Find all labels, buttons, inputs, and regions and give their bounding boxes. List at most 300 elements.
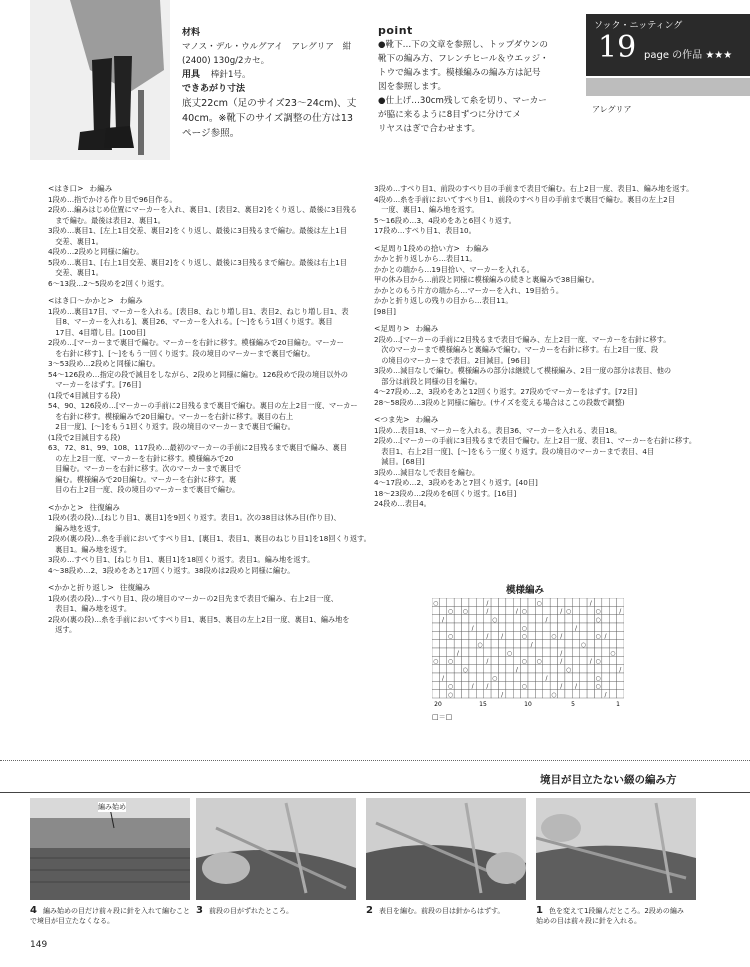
chart-cell (454, 656, 461, 664)
chart-cell (432, 665, 439, 673)
chart-cell (617, 615, 624, 623)
chart-cell (484, 640, 491, 648)
chart-cell (506, 690, 513, 698)
chart-column-label: 20 (434, 701, 442, 708)
chart-cell (594, 598, 601, 606)
chart-cell (565, 681, 572, 689)
chart-cell (454, 606, 461, 614)
chart-cell (535, 681, 542, 689)
chart-symbol: ○ (595, 683, 601, 691)
chart-cell (484, 673, 491, 681)
chart-cell (469, 656, 476, 664)
section (374, 324, 704, 408)
chart-cell (602, 606, 609, 614)
chart-cell (609, 631, 616, 639)
section-body: 1段め(表の段)…[ねじり目1、裏目1]を9回くり返す。表目1。次の38目は休み目(作り目)、 編み地を返す。 2段め(裏の段)…糸を手前においてすべり目1、[裏目1、表目1、裏目のねじり目1]を18回くり返す。 裏目1。編み地を返す。 3段め…すべり目1、[ねじり目1、裏目1]を18回くり返す。表目1。編み地を返す。 4～38段め…2、3段めをあと17回くり返す。38段めは2段めと同様に編む。 (48, 513, 371, 575)
section-heading: <はき口> (48, 184, 84, 193)
chart-cell (528, 606, 535, 614)
chart-cell (521, 648, 528, 656)
chart-cell (513, 640, 520, 648)
chart-cell (469, 665, 476, 673)
section-sub: わ編み (119, 296, 143, 305)
chart-cell (484, 623, 491, 631)
chart-cell (528, 673, 535, 681)
chart-cell (617, 648, 624, 656)
chart-cell (476, 606, 483, 614)
chart-cell (454, 631, 461, 639)
chart-cell (543, 665, 550, 673)
chart-cell (558, 640, 565, 648)
instructions-right (374, 184, 704, 510)
chart-symbol: / (486, 633, 489, 641)
chart-cell (439, 598, 446, 606)
chart-cell (513, 673, 520, 681)
chart-cell (580, 606, 587, 614)
chart-cell (528, 598, 535, 606)
chart-cell (572, 640, 579, 648)
chart-cell (513, 656, 520, 664)
chart-symbol: ○ (521, 683, 527, 691)
section-body: 1段め…表目18、マーカーを入れる。表目36、マーカーを入れる、表目18。 2段め…[マーカーの手前に3目残るまで表目で編む。左上2目一度、表目1、マーカーを右針に移す。 表目1、右上2目一度]、[～]をもう一度くり返す。段の境目のマーカーまで表目、4目 減目。[68目] 3段め…減目なしで表目を編む。 4～17段め…2、3段めをあと7回くり返す。[40目] 18～23段め…2段めを6回くり返す。[16目] 24段め…表目4。 (374, 425, 697, 508)
chart-symbol: ○ (447, 683, 454, 691)
chart-cell (609, 606, 616, 614)
materials-title: 材料 (182, 28, 201, 38)
chart-cell (543, 656, 550, 664)
chart-cell (528, 665, 535, 673)
chart-cell (491, 606, 498, 614)
chart-cell (580, 598, 587, 606)
chart-cell (491, 623, 498, 631)
chart-cell (594, 665, 601, 673)
step-caption (196, 906, 356, 916)
chart-cell (558, 673, 565, 681)
section-divider (0, 760, 750, 761)
chart-cell (550, 673, 557, 681)
chart-cell (565, 648, 572, 656)
section-sub: わ編み (415, 415, 439, 424)
chart-cell (476, 673, 483, 681)
chart-cell (602, 656, 609, 664)
chart-cell (454, 673, 461, 681)
knitting-needles-image (196, 798, 356, 900)
chart-symbol: ○ (610, 649, 616, 657)
chart-cell (535, 606, 542, 614)
chart-cell (594, 690, 601, 698)
stitch-chart (432, 598, 624, 708)
chart-symbol: ○ (447, 691, 454, 699)
step-caption (30, 906, 190, 926)
chart-cell (617, 673, 624, 681)
section (48, 296, 378, 496)
chart-cell (543, 690, 550, 698)
chart-cell (528, 631, 535, 639)
chart-column-label: 5 (571, 701, 575, 708)
chart-cell (558, 690, 565, 698)
chart-cell (498, 656, 505, 664)
chart-cell (535, 623, 542, 631)
chart-cell (580, 681, 587, 689)
chart-symbol: / (545, 616, 548, 624)
step-number: 3 (196, 905, 203, 916)
chart-cell (565, 623, 572, 631)
step-caption (536, 906, 696, 926)
chart-symbol: / (501, 691, 504, 699)
chart-cell (535, 665, 542, 673)
chart-cell (432, 631, 439, 639)
chart-cell (462, 623, 469, 631)
chart-symbol: ○ (565, 608, 572, 616)
chart-cell (535, 615, 542, 623)
chart-title: 模様編み (506, 585, 545, 596)
chart-cell (513, 598, 520, 606)
chart-cell (513, 623, 520, 631)
chart-cell (550, 598, 557, 606)
chart-symbol: / (515, 666, 518, 674)
chart-cell (558, 623, 565, 631)
chart-symbol: / (486, 683, 489, 691)
chart-cell (462, 656, 469, 664)
chart-symbol: ○ (492, 674, 498, 682)
section-heading: <はき口～かかと> (48, 296, 114, 305)
chart-cell (543, 606, 550, 614)
chart-symbol: ○ (521, 624, 527, 632)
chart-cell (506, 631, 513, 639)
knitted-fabric-image (30, 798, 190, 900)
chart-cell (550, 615, 557, 623)
chart-symbol: ○ (595, 674, 601, 682)
chart-symbol: / (589, 599, 592, 607)
chart-cell (580, 656, 587, 664)
section (374, 184, 704, 237)
chart-cell (506, 623, 513, 631)
chart-cell (462, 648, 469, 656)
chart-cell (550, 665, 557, 673)
chart-cell (491, 648, 498, 656)
chart-cell (432, 606, 439, 614)
chart-cell (528, 615, 535, 623)
howto-rule (0, 792, 750, 793)
size-title: できあがり寸法 (182, 84, 246, 94)
knitting-needles-image (366, 798, 526, 900)
chart-symbol: / (574, 683, 578, 691)
chart-symbol: ○ (477, 641, 483, 649)
chart-cell (439, 656, 446, 664)
chart-symbol: / (604, 691, 607, 699)
chart-cell (462, 640, 469, 648)
chart-cell (462, 598, 469, 606)
chart-cell (513, 615, 520, 623)
chart-legend: □＝□ (432, 713, 453, 721)
section-sub: わ編み (89, 184, 113, 193)
chart-cell (513, 631, 520, 639)
chart-cell (535, 673, 542, 681)
chart-cell (521, 673, 528, 681)
sock-photo (30, 0, 170, 160)
chart-cell (550, 640, 557, 648)
chart-cell (513, 681, 520, 689)
chart-symbol: ○ (447, 633, 454, 641)
chart-cell (617, 681, 624, 689)
chart-cell (572, 615, 579, 623)
chart-cell (506, 681, 513, 689)
chart-cell (506, 615, 513, 623)
chart-cell (587, 690, 594, 698)
chart-cell (513, 690, 520, 698)
materials-text: マノス・デル・ウルグアイ アレグリア 紺 (2400) 130g/2カセ。 (182, 42, 352, 66)
chart-cell (572, 631, 579, 639)
section-body: 1段め…裏目17目、マーカーを入れる。[表目8、ねじり増し目1、表目2、ねじり増し目1、表 目8、マーカーを入れる]、裏目26、マーカーを入れる。[～]をもう1回くり返す。裏目 17目、4目増し目。[100目] 2段め…[マーカーまで裏目で編む。マーカーを右針に移す。模様編みで20目編む。マーカー を右針に移す]、[～]をもう一回くり返す。段の境目のマーカーまで裏目で編む。 3～53段め…2段めと同様に編む。 54～126段め…指定の段で減目をしながら、2段めと同様に編む。126段めで段の境目以外の マーカーをはずす。[76目] (1段で4目減目する段) 54、90、126段め…[マーカーの手前に2目残るまで裏目で編む。裏目の左上2目一度、マーカー を右針に移す。模様編みで20目編む。マーカーを右針に移す。裏目の右上 2目一度]、[～]をもう1回くり返す。段の境目のマーカーまで裏目で編む。 (1段で2目減目する段) 63、72、81、99、108、117段め…最初のマーカーの手前に2目残るまで裏目で編み、裏目 の左上2目一度、マーカーを右針に移す。模様編みで20 目編む。マーカーを右針に移す。次のマーカーまで裏目で 編む。模様編みで20目編む。マーカーを右針に移す。裏 目の右上2目一度、段の境目のマーカーまで裏目で編む。 (48, 306, 358, 494)
section-heading: <足周り1段めの拾い方> (374, 243, 460, 253)
chart-cell (491, 681, 498, 689)
chart-cell (609, 623, 616, 631)
chart-cell (439, 690, 446, 698)
chart-cell (447, 598, 454, 606)
chart-symbol: / (501, 633, 504, 641)
chart-cell (580, 615, 587, 623)
chart-symbol: / (530, 641, 533, 649)
step-photo-3 (196, 798, 356, 900)
chart-cell (447, 623, 454, 631)
chart-cell (528, 656, 535, 664)
chart-cell (609, 673, 616, 681)
chart-cell (617, 598, 624, 606)
section-sub: わ編み (415, 324, 439, 333)
chart-cell (462, 615, 469, 623)
chart-cell (594, 623, 601, 631)
chart-symbol: ○ (551, 633, 557, 641)
chart-cell (521, 598, 528, 606)
chart-cell (535, 640, 542, 648)
section (48, 583, 378, 636)
howto-title: 境目が目立たない綴の編み方 (540, 774, 677, 786)
chart-symbol: ○ (433, 599, 439, 607)
chart-cell (572, 606, 579, 614)
chart-cell (498, 606, 505, 614)
chart-cell (521, 615, 528, 623)
chart-cell (432, 615, 439, 623)
section-heading: <かかと> (48, 502, 84, 512)
chart-symbol: ○ (595, 616, 601, 624)
chart-cell (609, 665, 616, 673)
chart-cell (543, 623, 550, 631)
chart-cell (469, 648, 476, 656)
chart-cell (543, 681, 550, 689)
knitting-needles-image (536, 798, 696, 900)
chart-symbol: ○ (536, 658, 542, 666)
chart-symbol: / (619, 666, 622, 674)
chart-column-label: 15 (479, 701, 487, 708)
chart-cell (602, 598, 609, 606)
chart-symbol: ○ (462, 608, 468, 616)
chart-cell (565, 673, 572, 681)
chart-cell (572, 690, 579, 698)
chart-cell (491, 656, 498, 664)
chart-cell (543, 598, 550, 606)
chart-column-label: 10 (524, 701, 532, 708)
chart-cell (617, 690, 624, 698)
chart-cell (587, 631, 594, 639)
chart-cell (587, 640, 594, 648)
chart-symbol: / (560, 649, 563, 657)
tag-page-text: page の作品 ★★★ (644, 50, 733, 61)
chart-cell (476, 656, 483, 664)
chart-cell (506, 606, 513, 614)
chart-cell (439, 606, 446, 614)
chart-cell (528, 623, 535, 631)
chart-cell (484, 615, 491, 623)
chart-cell (432, 690, 439, 698)
chart-cell (506, 665, 513, 673)
chart-cell (491, 598, 498, 606)
chart-cell (469, 673, 476, 681)
step-number: 4 (30, 905, 37, 916)
chart-cell (609, 640, 616, 648)
chart-cell (462, 631, 469, 639)
chart-cell (432, 673, 439, 681)
chart-cell (602, 623, 609, 631)
tools-text: 棒針1号。 (210, 70, 251, 80)
chart-symbol: ○ (433, 658, 439, 666)
chart-symbol: / (560, 683, 563, 691)
chart-cell (462, 690, 469, 698)
chart-cell (580, 665, 587, 673)
chart-cell (594, 648, 601, 656)
chart-cell (572, 656, 579, 664)
section-body: 2段め…[マーカーの手前に2目残るまで表目で編み、左上2目一度、マーカーを右針に移す。 次のマーカーまで模様編みと裏編みで編む。マーカーを右針に移す。右上2目一度、段 の境目のマーカーまで表目。2目減目。[96目] 3段め…減目なしで編む。模様編みの部分は継続して模様編み、2目一度の部分は表目、他の 部分は前段と同様の目を編む。 4～27段め…2、3段めをあと12回くり返す。27段めでマーカーをはずす。[72目] 28～58段め…3段めと同様に編む。(サイズを変える場合はここの段数で調整) (374, 334, 672, 407)
instructions-left (48, 184, 378, 636)
chart-cell (491, 631, 498, 639)
chart-symbol: / (574, 624, 578, 632)
chart-symbol: ○ (447, 658, 454, 666)
chart-cell (602, 648, 609, 656)
chart-cell (521, 690, 528, 698)
chart-cell (602, 673, 609, 681)
chart-cell (498, 648, 505, 656)
step-number: 1 (536, 905, 543, 916)
materials-block (182, 26, 362, 141)
chart-cell (617, 656, 624, 664)
chart-cell (498, 598, 505, 606)
chart-cell (498, 615, 505, 623)
chart-symbol: ○ (521, 633, 527, 641)
chart-cell (535, 690, 542, 698)
tag-gray-bar (586, 78, 750, 96)
chart-symbol: ○ (595, 633, 601, 641)
chart-symbol: / (589, 658, 592, 666)
size-text: 底丈22cm（足のサイズ23～24cm)、丈 40cm。※靴下のサイズ調整の仕方は13 ページ参照。 (182, 98, 357, 139)
chart-cell (558, 598, 565, 606)
chart-cell (506, 640, 513, 648)
chart-cell (454, 690, 461, 698)
step-text: 表目を編む。前段の目は針からはずす。 (378, 907, 505, 915)
chart-cell (439, 640, 446, 648)
chart-cell (476, 648, 483, 656)
chart-symbol: ○ (580, 641, 587, 649)
point-item: ●仕上げ…30cm残して糸を切り、マーカー が脇に来るように8目ずつに分けてメ リヤスはぎで合わせます。 (378, 96, 547, 134)
chart-symbol: / (619, 608, 622, 616)
chart-cell (439, 648, 446, 656)
chart-cell (602, 681, 609, 689)
chart-cell (513, 648, 520, 656)
chart-cell (543, 631, 550, 639)
chart-cell (476, 598, 483, 606)
chart-symbol: ○ (521, 658, 527, 666)
chart-cell (617, 640, 624, 648)
chart-cell (432, 681, 439, 689)
chart-column-label: 1 (616, 701, 620, 708)
step-photo-2 (366, 798, 526, 900)
chart-cell (521, 640, 528, 648)
chart-cell (565, 598, 572, 606)
chart-symbol: / (486, 608, 489, 616)
chart-cell (469, 598, 476, 606)
chart-symbol: / (515, 608, 518, 616)
legs-in-socks-illustration (30, 0, 170, 160)
chart-cell (587, 673, 594, 681)
chart-cell (609, 615, 616, 623)
chart-cell (447, 673, 454, 681)
chart-cell (476, 615, 483, 623)
chart-cell (476, 690, 483, 698)
chart-cell (580, 631, 587, 639)
chart-cell (594, 640, 601, 648)
tag-category: ソック・ニッティング (594, 21, 683, 31)
point-block (378, 24, 588, 136)
step-text: 前段の目がずれたところ。 (208, 907, 293, 915)
step-photo-1 (536, 798, 696, 900)
chart-cell (580, 673, 587, 681)
chart-symbol: / (442, 616, 445, 624)
chart-cell (454, 640, 461, 648)
chart-cell (543, 640, 550, 648)
photo-label: 編み始め (98, 803, 126, 811)
chart-cell (454, 681, 461, 689)
chart-symbol: / (604, 633, 607, 641)
chart-cell (447, 640, 454, 648)
chart-cell (558, 615, 565, 623)
chart-cell (565, 615, 572, 623)
step-photo-4 (30, 798, 190, 900)
chart-symbol: / (560, 658, 563, 666)
section-heading: <かかと折り返し> (48, 583, 114, 592)
chart-cell (609, 690, 616, 698)
chart-symbol: / (486, 658, 489, 666)
section-body: 1段め(表の段)…すべり目1、段の境目のマーカーの2目先まで表目で編み、右上2目一度、 表目1、編み地を返す。 2段め(裏の段)…糸を手前においてすべり目1、裏目5、裏目の左上2目一度、裏目1、編み地を 返す。 (48, 593, 350, 634)
chart-symbol: / (560, 633, 563, 641)
chart-cell (602, 665, 609, 673)
chart-symbol: / (442, 674, 445, 682)
section-heading: <つま先> (374, 415, 410, 424)
chart-symbol: ○ (565, 666, 572, 674)
chart-cell (535, 631, 542, 639)
chart-cell (580, 690, 587, 698)
chart-cell (454, 623, 461, 631)
chart-cell (521, 665, 528, 673)
chart-cell (572, 665, 579, 673)
step-number: 2 (366, 905, 373, 916)
step-text: 色を変えて1段編んだところ。2段めの編み 始めの目は前々段に針を入れる。 (536, 907, 684, 925)
chart-cell (469, 631, 476, 639)
chart-cell (469, 690, 476, 698)
chart-cell (447, 665, 454, 673)
chart-cell (484, 665, 491, 673)
chart-cell (617, 631, 624, 639)
chart-cell (454, 665, 461, 673)
chart-symbol: ○ (595, 608, 601, 616)
section-sub: 往復編み (89, 502, 120, 512)
chart-symbol: ○ (551, 691, 557, 699)
chart-cell (572, 598, 579, 606)
